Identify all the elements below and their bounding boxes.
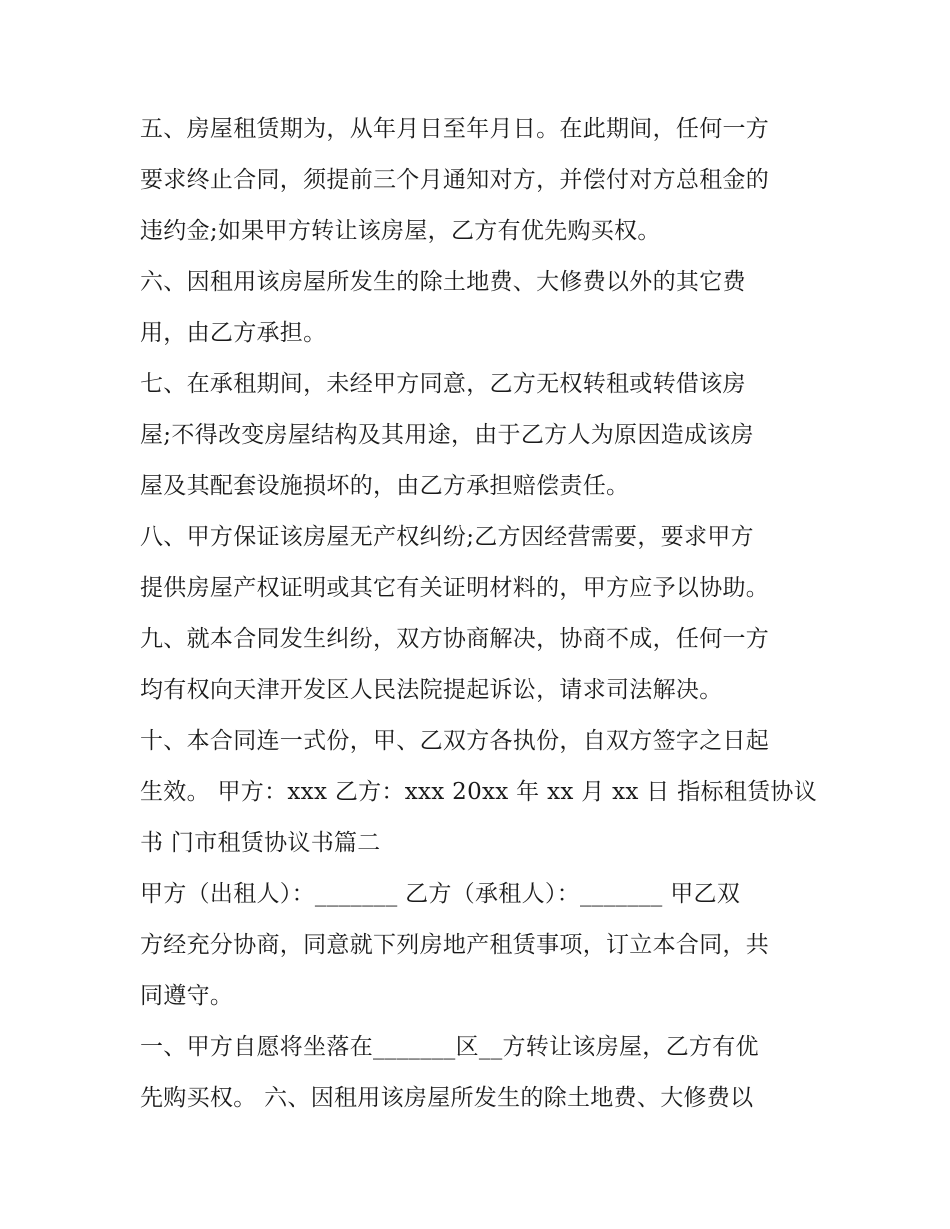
text-line: 屋及其配套设施损坏的，由乙方承担赔偿责任。 [140, 473, 630, 499]
document-body [140, 104, 820, 1124]
text-line: 生效。 甲方：xxx 乙方：xxx 20xx 年 xx 月 xx 日 指标租赁协议 [140, 779, 818, 805]
text-line: 甲方（出租人）：_______ 乙方（承租人）：_______ 甲乙双 [140, 881, 741, 907]
text-line: 提供房屋产权证明或其它有关证明材料的，甲方应予以协助。 [140, 575, 770, 601]
text-line: 书 门市租赁协议书篇二 [140, 830, 381, 856]
text-line: 八、甲方保证该房屋无产权纠纷;乙方因经营需要，要求甲方 [140, 524, 754, 550]
text-line: 用，由乙方承担。 [140, 320, 327, 346]
text-line: 十、本合同连一式份，甲、乙双方各执份，自双方签字之日起 [140, 728, 770, 754]
text-line: 七、在承租期间，未经甲方同意，乙方无权转租或转借该房 [140, 371, 746, 397]
text-line: 六、因租用该房屋所发生的除土地费、大修费以外的其它费 [140, 269, 746, 295]
text-line: 九、就本合同发生纠纷，双方协商解决，协商不成，任何一方 [140, 626, 770, 652]
text-line: 违约金;如果甲方转让该房屋，乙方有优先购买权。 [140, 218, 661, 244]
text-line: 一、甲方自愿将坐落在_______区__方转让该房屋，乙方有优 [140, 1034, 759, 1060]
text-line: 均有权向天津开发区人民法院提起诉讼，请求司法解决。 [140, 677, 723, 703]
text-line: 屋;不得改变房屋结构及其用途，由于乙方人为原因造成该房 [140, 422, 754, 448]
text-line: 要求终止合同，须提前三个月通知对方，并偿付对方总租金的 [140, 167, 770, 193]
text-line: 先购买权。 六、因租用该房屋所发生的除土地费、大修费以 [140, 1085, 754, 1111]
text-line: 方经充分协商，同意就下列房地产租赁事项，订立本合同，共 [140, 932, 770, 958]
text-line: 同遵守。 [140, 983, 234, 1009]
text-line: 五、房屋租赁期为，从年月日至年月日。在此期间，任何一方 [140, 116, 770, 142]
